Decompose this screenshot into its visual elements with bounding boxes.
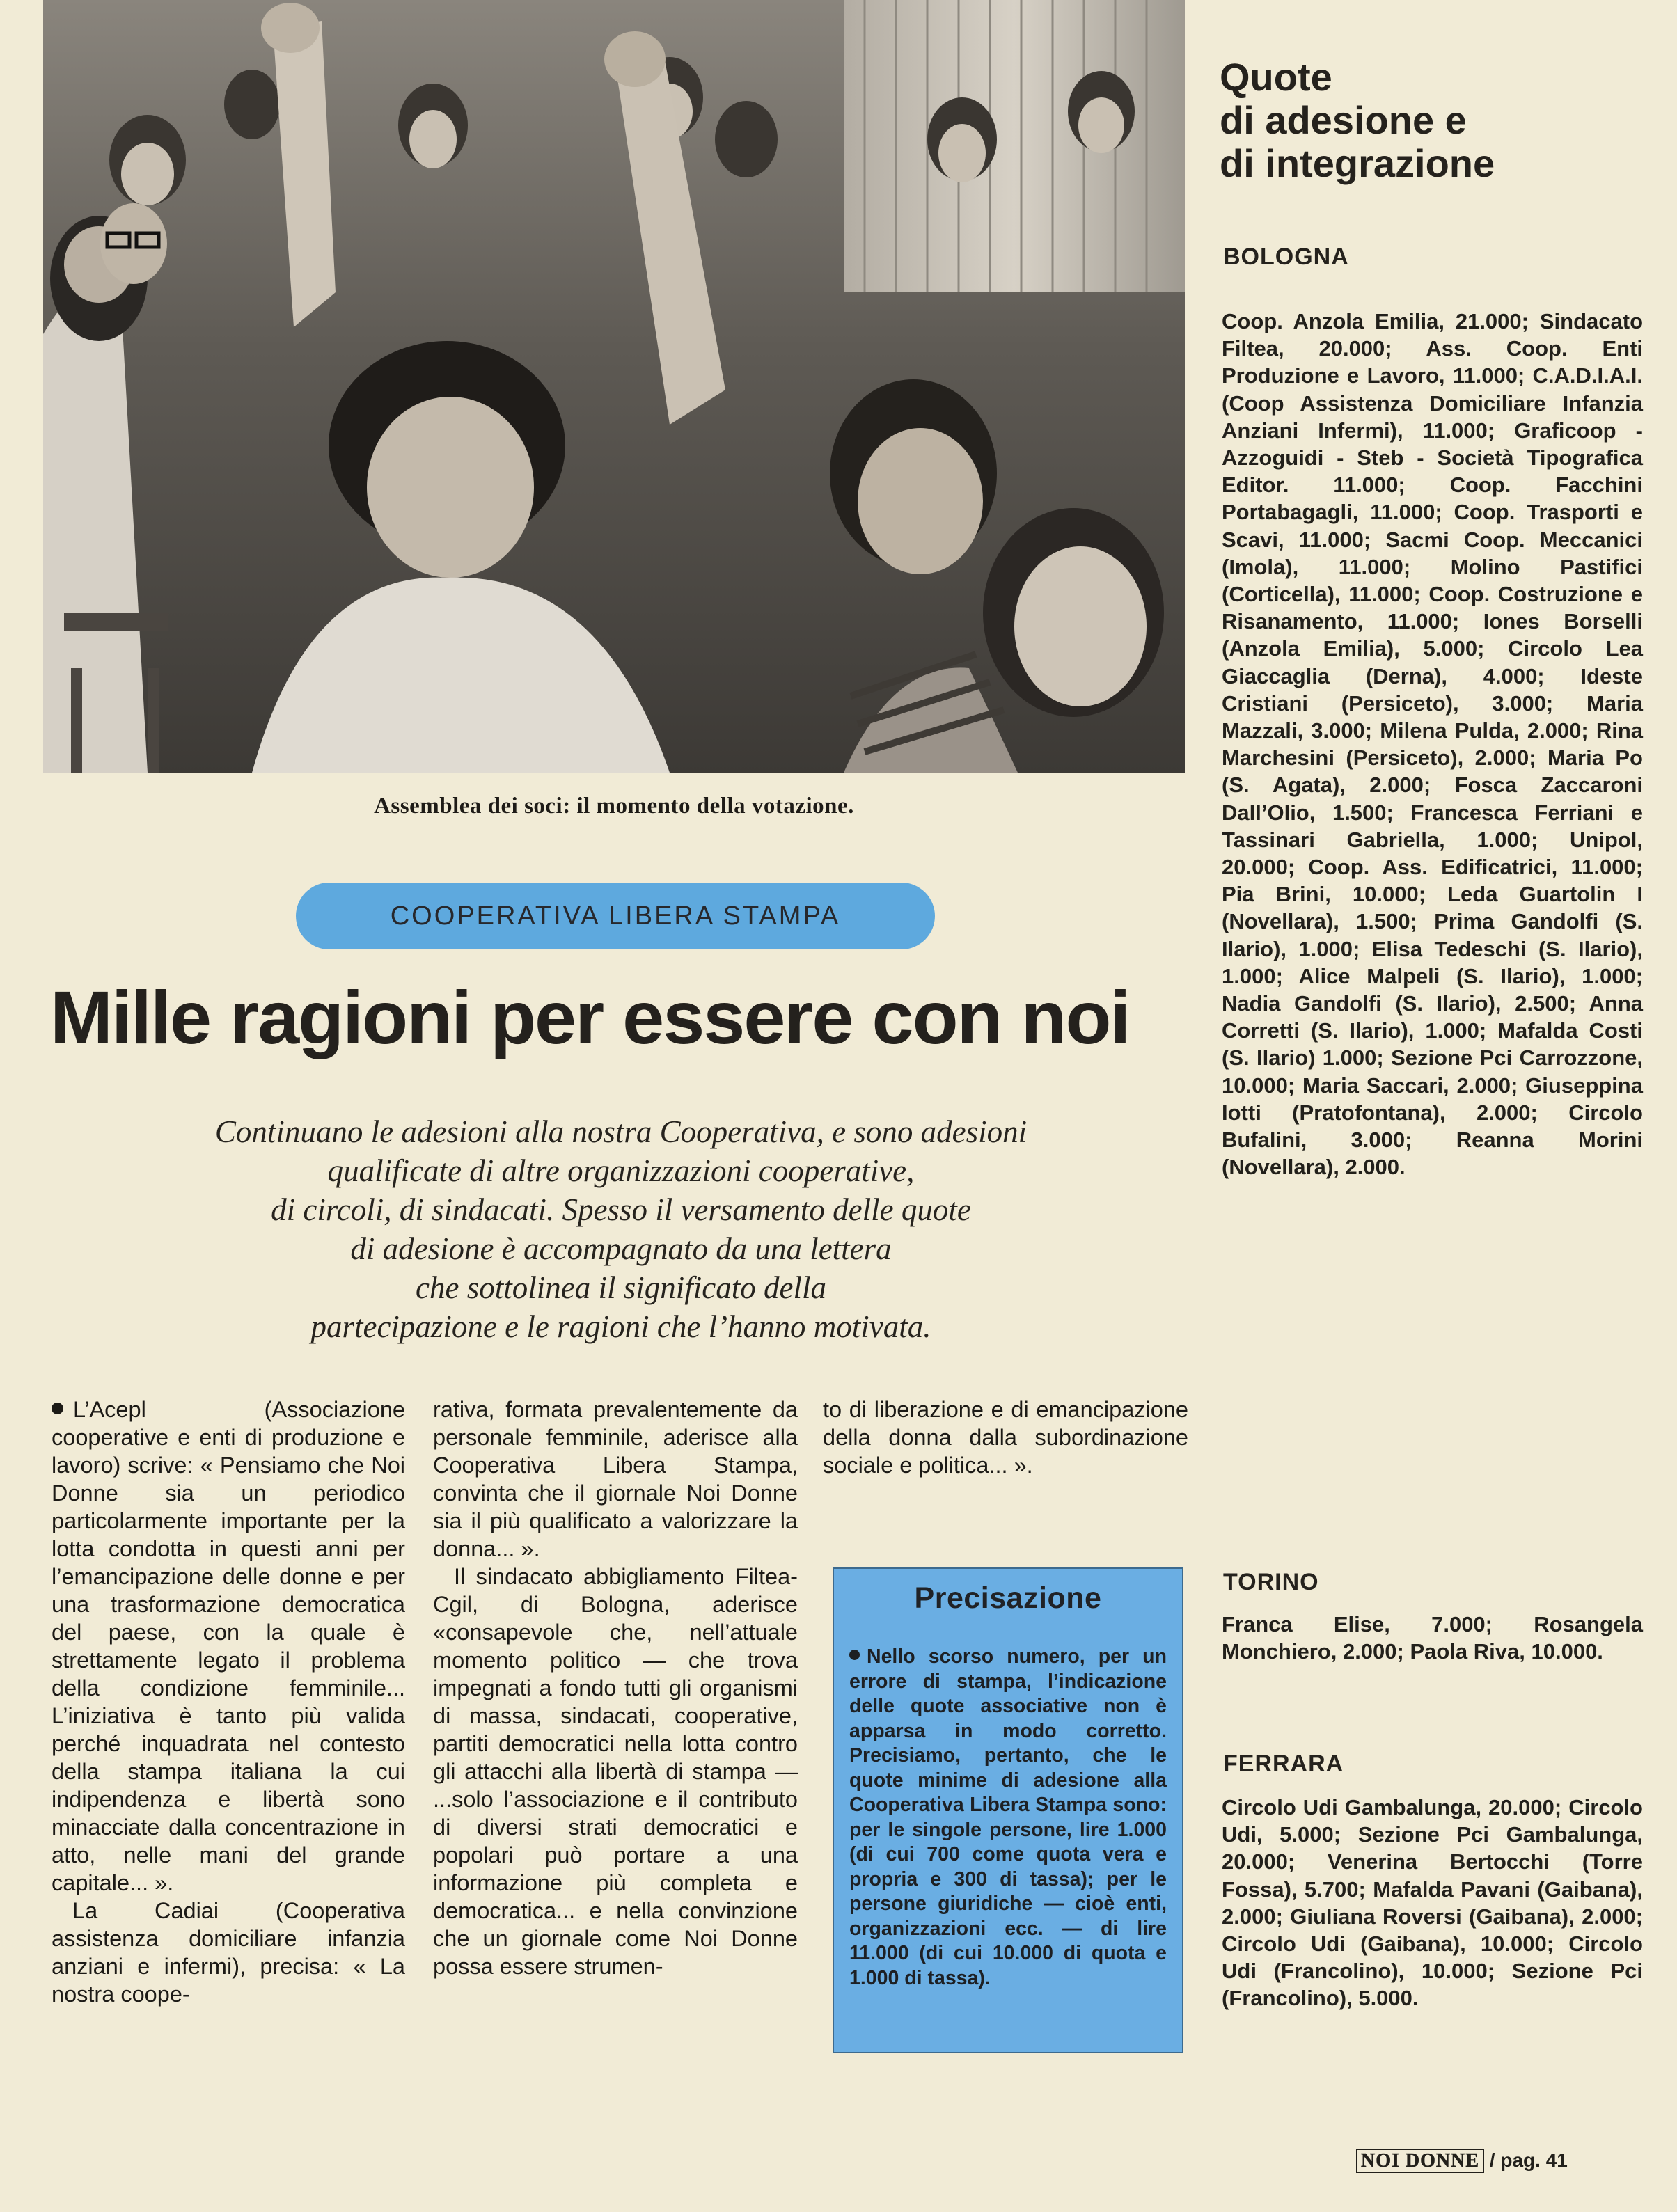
body-paragraph: rativa, formata prevalentemente da personale femminile, aderisce alla Cooperativa Libera Stampa, convinta che il giornale Noi Donne sia il più qualificato a valorizzare la donna... ». [433,1397,798,1561]
footer-separator: / [1489,2149,1495,2171]
precisazione-box [833,1567,1183,2053]
photo-caption: Assemblea dei soci: il momento della votazione. [374,793,854,819]
box-title: Precisazione [914,1581,1102,1615]
body-column-2 [433,1396,798,1980]
intro-line: Continuano le adesioni alla nostra Cooperativa, e sono adesioni [214,1114,1028,1149]
quote-heading [1220,56,1651,185]
bullet-icon [52,1403,63,1414]
magazine-logo: NOI DONNE [1356,2149,1484,2173]
intro-line: partecipazione e le ragioni che l’hanno motivata. [310,1309,931,1344]
page-footer [1356,2149,1568,2172]
intro-line: qualificate di altre organizzazioni cooperative, [327,1153,915,1188]
city-heading-torino: TORINO [1223,1569,1319,1595]
intro-line: di adesione è accompagnato da una lettera [350,1231,892,1266]
box-text: Nello scorso numero, per un errore di stampa, l’indicazione delle quote associative non è apparsa in modo corretto. Precisiamo, pertanto, che le quote minime di adesione alla Cooperativa Libera Stampa sono: per le singole persone, lire 1.000 (di cui 700 come quota vera e propria e 300 di tassa); per le persone giuridiche — cioè enti, organizzazioni ecc. — di lire 11.000 (di cui 10.000 di quota e 1.000 di tassa). [849,1645,1167,1989]
page-number: pag. 41 [1500,2149,1568,2171]
section-tag: COOPERATIVA LIBERA STAMPA [296,883,935,949]
city-heading-ferrara: FERRARA [1223,1751,1344,1777]
body-paragraph: La Cadiai (Cooperativa assistenza domiciliare infanzia anziani e infermi), precisa: « La nostra coope- [52,1898,405,2007]
quote-heading-line: di adesione e [1220,98,1467,142]
article-intro [50,1112,1192,1346]
quote-list-ferrara: Circolo Udi Gambalunga, 20.000; Circolo Udi, 5.000; Sezione Pci Gambalunga, 20.000; Venerina Bertocchi (Torre Fossa), 5.700; Mafalda Pavani (Gaibana), 2.000; Giuliana Roversi (Gaibana), 2.000; Circolo Udi (Gaibana), 10.000; Circolo Udi (Francolino), 10.000; Sezione Pci (Francolino), 5.000. [1222,1795,1643,2011]
body-paragraph: Il sindacato abbigliamento Filtea-Cgil, di Bologna, aderisce «consapevole che, nell’attuale momento politico — che trova impegnati a fondo tutti gli organismi di massa, sindacati, cooperative, partiti democratici nella lotta contro gli attacchi alla libertà di stampa — ...solo l’associazione e il contributo di diversi strati democratici e popolari può portare a una informazione più completa e democratica... e nella convinzione che un giornale come Noi Donne possa essere strumen- [433,1564,798,1979]
body-column-1 [52,1396,405,2008]
quote-heading-line: di integrazione [1220,141,1495,185]
bullet-icon [849,1650,860,1660]
body-text: L’Acepl (Associazione cooperative e enti di produzione e lavoro) scrive: « Pensiamo che Noi Donne sia un periodico particolarmente importante per la lotta condotta in questi anni per l’emancipazione delle donne e per una trasformazione democratica del paese, con la quale è strettamente legato il problema della condizione femminile... L’iniziativa è tanto più valida perché inquadrata nel contesto della stampa italiana la cui indipendenza e libertà sono minacciate dalla concentrazione in atto, nelle mani del grande capitale... ». [52,1397,405,1895]
quote-list-torino: Franca Elise, 7.000; Rosangela Monchiero, 2.000; Paola Riva, 10.000. [1222,1612,1643,1664]
intro-line: che sottolinea il significato della [416,1270,826,1305]
article-headline: Mille ragioni per essere con noi [50,975,1130,1059]
quote-heading-line: Quote [1220,55,1332,99]
quote-list-bologna: Coop. Anzola Emilia, 21.000; Sindacato Filtea, 20.000; Ass. Coop. Enti Produzione e Lavoro, 11.000; C.A.D.I.A.I. (Coop Assistenza Domiciliare Infanzia Anziani Infermi), 11.000; Graficoop - Azzoguidi - Steb - Società Tipografica Editor. 11.000; Coop. Facchini Portabagagli, 11.000; Coop. Trasporti e Scavi, 11.000; Sacmi Coop. Meccanici (Imola), 11.000; Molino Pastifici (Corticella), 11.000; Coop. Costruzione e Risanamento, 11.000; Iones Borselli (Anzola Emilia), 5.000; Circolo Lea Giaccaglia (Derna), 4.000; Ideste Cristiani (Persiceto), 3.000; Maria Mazzali, 3.000; Milena Pulda, 2.000; Rina Marchesini (Persiceto), 2.000; Maria Po (S. Agata), 2.000; Fosca Zaccaroni Dall’Olio, 1.500; Francesca Ferriani e Tassinari Gabriella, 1.000; Unipol, 20.000; Coop. Ass. Edificatrici, 11.000; Pia Brini, 10.000; Leda Guartolin I (Novellara), 1.500; Prima Gandolfi (S. Ilario), 1.000; Elisa Tedeschi (S. Ilario), 1.000; Alice Malpeli (S. Ilario), 1.000; Nadia Gandolfi (S. Ilario), 2.500; Anna Corretti (S. Ilario), 1.000; Mafalda Costi (S. Ilario) 1.000; Sezione Pci Carrozzone, 10.000; Maria Saccari, 2.000; Giuseppina Iotti (Pratofontana), 2.000; Circolo Bufalini, 3.000; Reanna Morini (Novellara), 2.000. [1222,309,1643,1180]
box-text-paragraph [849,1645,1167,1991]
body-column-3 [823,1396,1188,1479]
assembly-photo [43,0,1185,773]
voting-crowd-illustration [43,0,1185,773]
intro-line: di circoli, di sindacati. Spesso il versamento delle quote [271,1192,971,1227]
body-paragraph: to di liberazione e di emancipazione della donna dalla subordinazione sociale e politica... ». [823,1397,1188,1478]
city-heading-bologna: BOLOGNA [1223,244,1349,270]
body-paragraph [52,1396,405,1897]
